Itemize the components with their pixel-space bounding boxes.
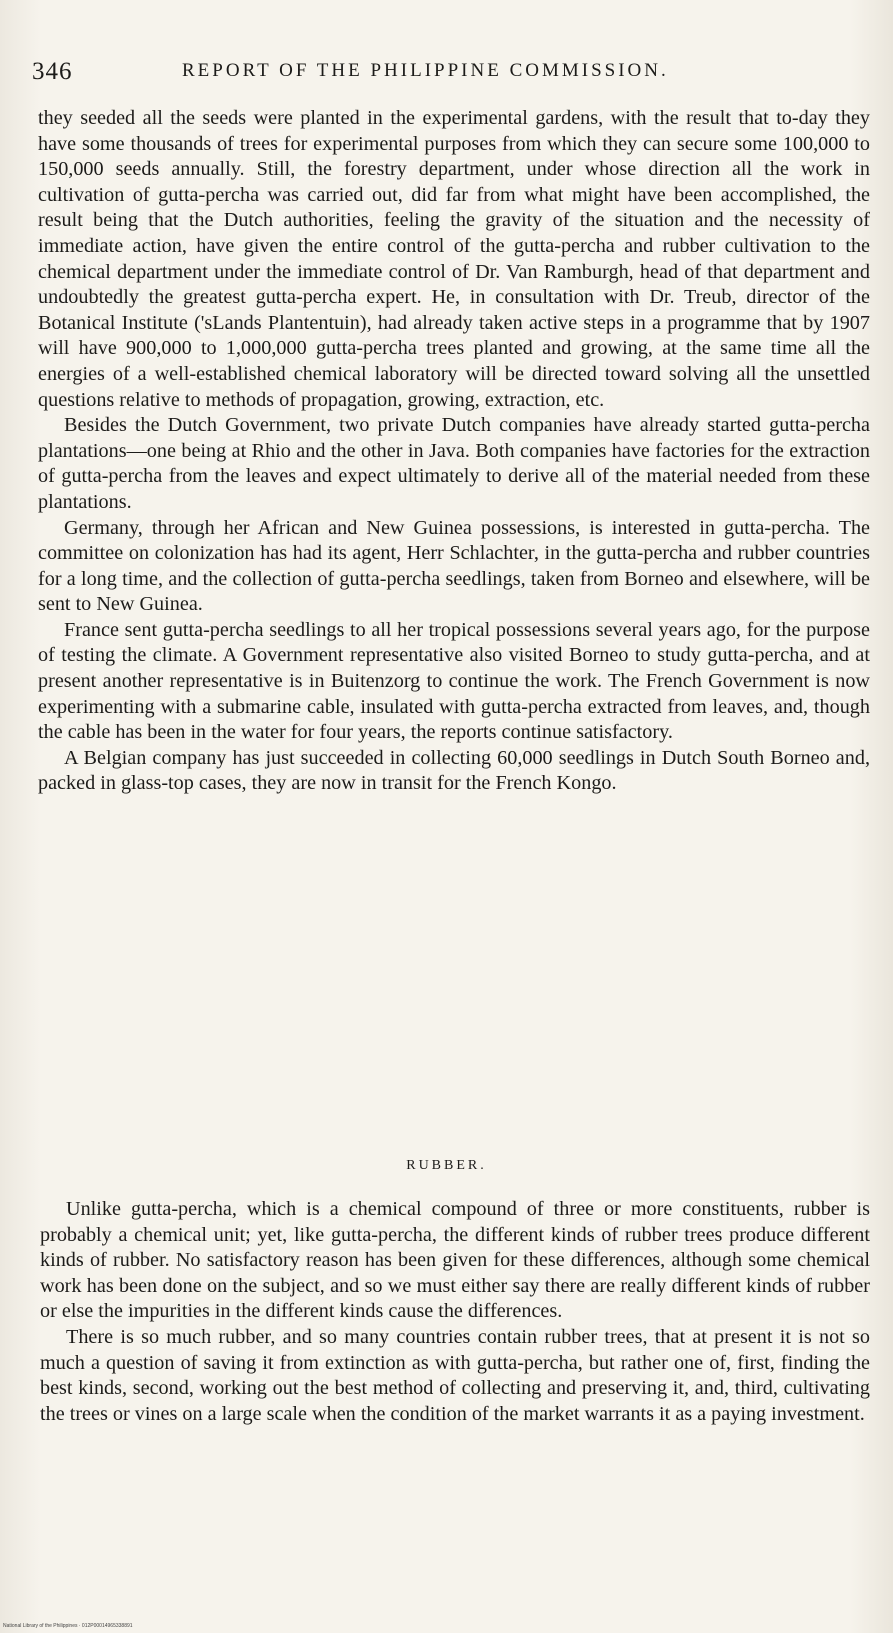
paragraph: Besides the Dutch Government, two private Dutch companies have already started gutta-percha plantations—one being at Rhio and the other in Java. Both companies have factories for the extraction of gutta-percha from the leaves and expect ultimately to derive all of the material needed from these plantations. [38,414,870,513]
paragraph: There is so much rubber, and so many countries contain rubber trees, that at present it is not so much a question of saving it from extinction as with gutta-percha, but rather one of, first, finding the best kinds, second, working out the best method of collecting and preserving it, and, third, cultivating the trees or vines on a large scale when the condition of the market warrants it as a paying investment. [40,1325,870,1425]
paragraph: A Belgian company has just succeeded in collecting 60,000 seedlings in Dutch South Borneo and, packed in glass-top cases, they are now in transit for the French Kongo. [38,746,870,795]
paragraph: Unlike gutta-percha, which is a chemical compound of three or more constituents, rubber is probably a chemical unit; yet, like gutta-percha, the different kinds of rubber trees produce different kinds of rubber. No satisfactory reason has been given for these differences, although some chemical work has been done on the subject, and so we must either say there are really different kinds of rubber or else the impurities in the different kinds cause the differences. [40,1198,870,1323]
paragraph: Germany, through her African and New Guinea possessions, is interested in gutta-percha. The committee on colonization has had its agent, Herr Schlachter, in the gutta-percha and rubber countries for a long time, and the collection of gutta-percha seedlings, taken from Borneo and elsewhere, will be sent to New Guinea. [38,516,870,616]
page-number: 346 [32,58,73,85]
body-text [38,106,870,797]
page-header [32,58,862,92]
section-heading: RUBBER. [406,1158,487,1173]
paragraph: they seeded all the seeds were planted in the experimental gardens, with the result that to-day they have some thousands of trees for experimental purposes from which they can secure some 100,000 to 150,000 seeds annually. Still, the forestry department, under whose direction all the work in cultivation of gutta-percha was carried out, did far from what might have been accomplished, the result being that the Dutch authorities, feeling the gravity of the situation and the necessity of immediate action, have given the entire control of the gutta-percha and rubber cultivation to the chemical department under the immediate control of Dr. Van Ramburgh, head of that department and undoubtedly the greatest gutta-percha expert. He, in consultation with Dr. Treub, director of the Botanical Institute ('sLands Plantentuin), had already taken active steps in a programme that by 1907 will have 900,000 to 1,000,000 gutta-percha trees planted and growing, at the same time all the energies of a well-established chemical laboratory will be directed toward solving all the unsettled questions relative to methods of propagation, growing, extraction, etc. [38,107,870,411]
running-head: REPORT OF THE PHILIPPINE COMMISSION. [182,60,669,81]
paragraph: France sent gutta-percha seedlings to all her tropical possessions several years ago, for the purpose of testing the climate. A Government representative also visited Borneo to study gutta-percha, and at present another representative is in Buitenzorg to continue the work. The French Government is now experimenting with a submarine cable, insulated with gutta-percha extracted from leaves, and, though the cable has been in the water for four years, the reports continue satisfactory. [38,618,870,744]
rubber-section-text [40,1197,870,1427]
scan-credit: National Library of the Philippines · 012P00014965338891 [3,1623,133,1629]
